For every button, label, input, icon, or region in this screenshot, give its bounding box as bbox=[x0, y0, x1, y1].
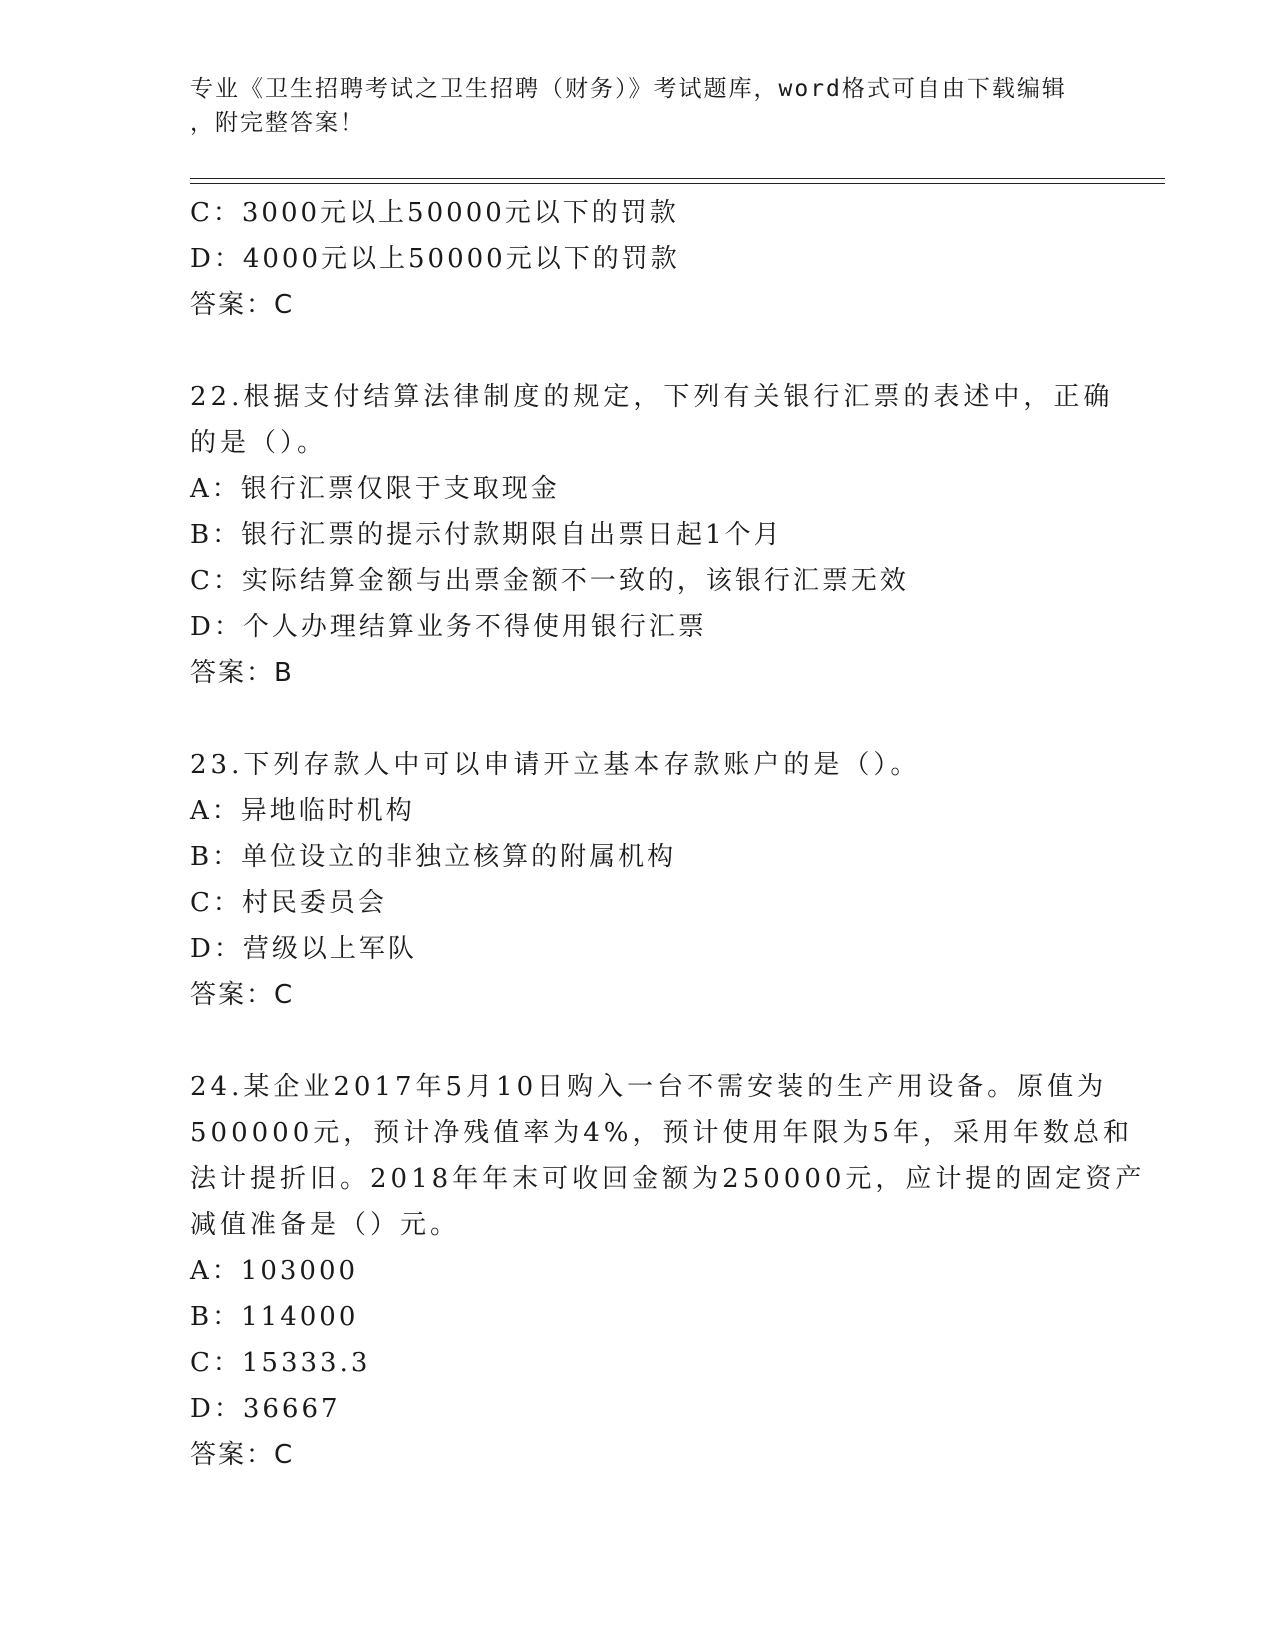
option-c: C：3000元以上50000元以下的罚款 bbox=[190, 198, 679, 228]
question-stem: 减值准备是（）元。 bbox=[190, 1210, 461, 1240]
header-divider-top bbox=[190, 178, 1165, 179]
option-c: C：15333.3 bbox=[190, 1348, 371, 1378]
spacer bbox=[190, 1018, 1090, 1064]
question-stem: 22.根据支付结算法律制度的规定，下列有关银行汇票的表述中，正确 bbox=[190, 382, 1114, 412]
question-stem: 的是（）。 bbox=[190, 428, 328, 458]
document-header bbox=[190, 72, 1090, 140]
option-d: D：个人办理结算业务不得使用银行汇票 bbox=[190, 612, 707, 642]
spacer bbox=[190, 696, 1090, 742]
question-stem: 24.某企业2017年5月10日购入一台不需安装的生产用设备。原值为 bbox=[190, 1072, 1108, 1102]
question-stem: 23.下列存款人中可以申请开立基本存款账户的是（）。 bbox=[190, 750, 921, 780]
header-line-2: ，附完整答案！ bbox=[190, 110, 365, 136]
question-23 bbox=[190, 742, 1090, 1018]
header-divider-bottom bbox=[190, 183, 1165, 184]
question-stem: 500000元，预计净残值率为4%，预计使用年限为5年，采用年数总和 bbox=[190, 1118, 1134, 1148]
answer-line: 答案：C bbox=[190, 290, 295, 320]
spacer bbox=[190, 328, 1090, 374]
question-list bbox=[190, 190, 1146, 1478]
question-22 bbox=[190, 374, 1114, 696]
question-24 bbox=[190, 1064, 1146, 1478]
option-c: C：实际结算金额与出票金额不一致的，该银行汇票无效 bbox=[190, 566, 909, 596]
option-d: D：营级以上军队 bbox=[190, 934, 417, 964]
option-b: B：单位设立的非独立核算的附属机构 bbox=[190, 842, 677, 872]
option-a: A：银行汇票仅限于支取现金 bbox=[190, 474, 560, 504]
question-stem: 法计提折旧。2018年年末可收回金额为250000元，应计提的固定资产 bbox=[190, 1164, 1146, 1194]
answer-line: 答案：C bbox=[190, 1440, 295, 1470]
option-d: D：36667 bbox=[190, 1394, 341, 1424]
question-21-tail bbox=[190, 190, 1090, 328]
option-a: A：异地临时机构 bbox=[190, 796, 415, 826]
option-d: D：4000元以上50000元以下的罚款 bbox=[190, 244, 680, 274]
answer-line: 答案：C bbox=[190, 980, 295, 1010]
header-line-1: 专业《卫生招聘考试之卫生招聘（财务）》考试题库，word格式可自由下载编辑 bbox=[190, 76, 1067, 102]
answer-line: 答案：B bbox=[190, 658, 294, 688]
option-a: A：103000 bbox=[190, 1256, 359, 1286]
option-c: C：村民委员会 bbox=[190, 888, 387, 918]
option-b: B：114000 bbox=[190, 1302, 359, 1332]
option-b: B：银行汇票的提示付款期限自出票日起1个月 bbox=[190, 520, 783, 550]
